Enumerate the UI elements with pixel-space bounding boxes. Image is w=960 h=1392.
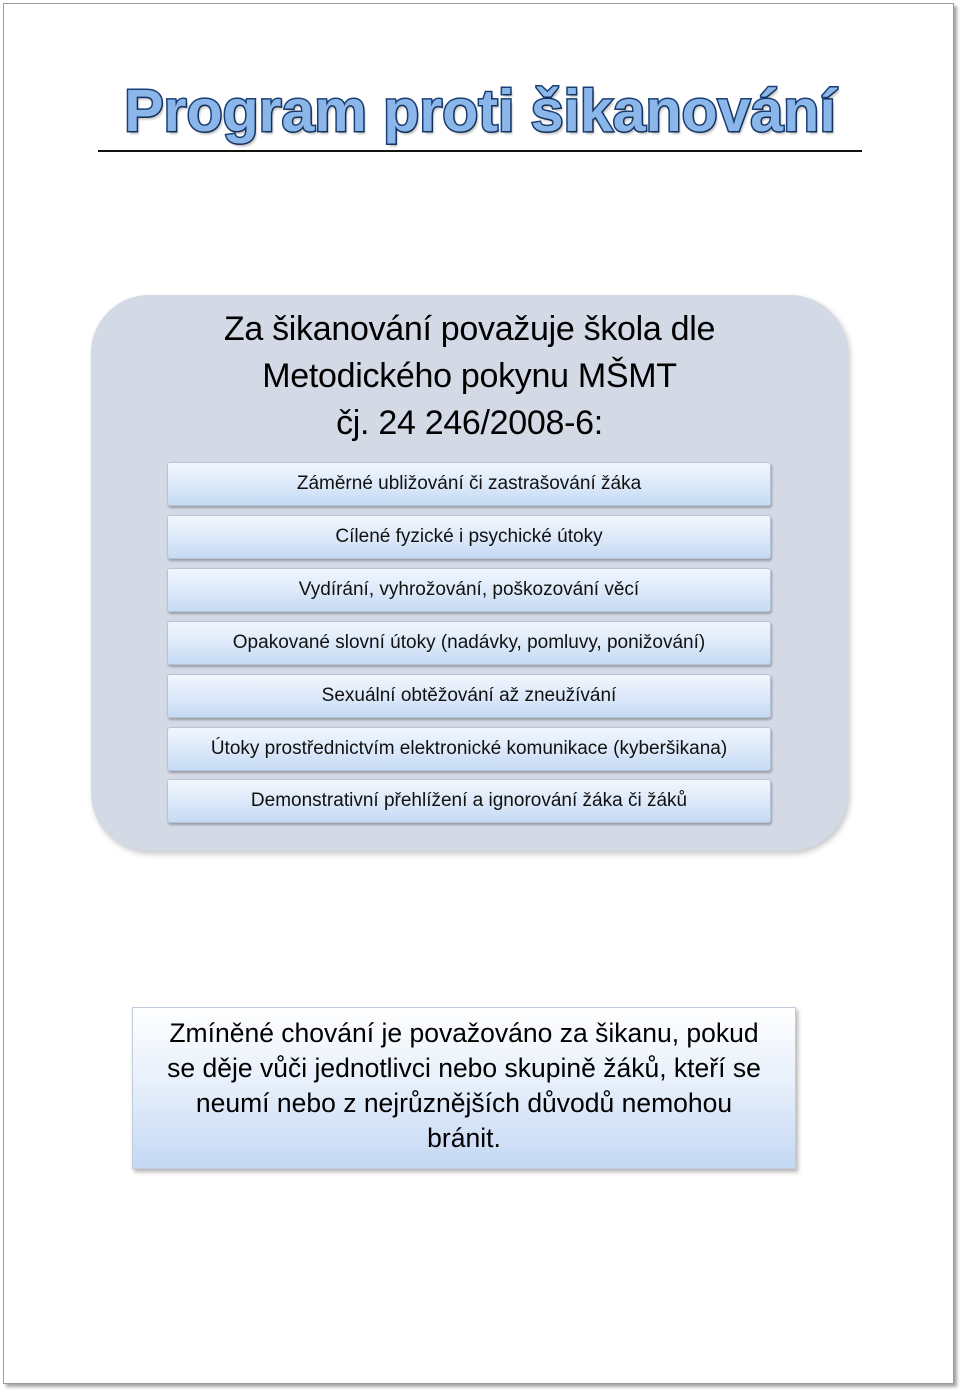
- definition-item: Sexuální obtěžování až zneužívání: [167, 674, 771, 718]
- bullying-condition-note: [132, 1007, 796, 1169]
- title-underline: [98, 150, 862, 152]
- definition-item: Útoky prostřednictvím elektronické komunikace (kyberšikana): [167, 727, 771, 771]
- panel-heading-line: Za šikanování považuje škola dle: [223, 310, 716, 348]
- panel-heading-line: Metodického pokynu MŠMT: [262, 357, 677, 395]
- definition-item: Opakované slovní útoky (nadávky, pomluvy, ponižování): [167, 621, 771, 665]
- definition-item: Demonstrativní přehlížení a ignorování žáka či žáků: [167, 779, 771, 823]
- note-line: se děje vůči jednotlivci nebo skupině žáků, kteří se: [167, 1053, 761, 1083]
- definition-item: Záměrné ubližování či zastrašování žáka: [167, 462, 771, 506]
- panel-heading-line: čj. 24 246/2008-6:: [336, 404, 603, 442]
- page-title: Program proti šikanování: [124, 78, 836, 144]
- definition-item: Cílené fyzické i psychické útoky: [167, 515, 771, 559]
- definition-item: Vydírání, vyhrožování, poškozování věcí: [167, 568, 771, 612]
- note-line: neumí nebo z nejrůznějších důvodů nemohou: [195, 1088, 733, 1118]
- note-line: bránit.: [427, 1123, 501, 1153]
- note-line: Zmíněné chování je považováno za šikanu, pokud: [169, 1018, 759, 1048]
- panel-heading: [91, 306, 848, 447]
